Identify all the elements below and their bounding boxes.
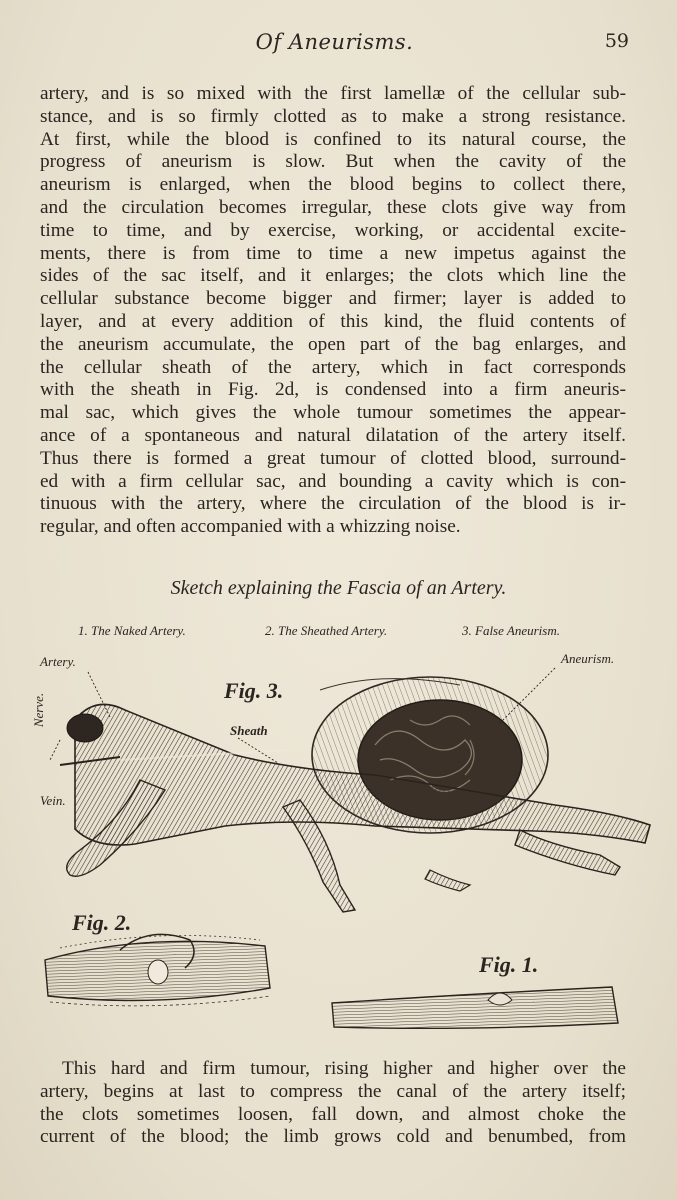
figure-heading: Sketch explaining the Fascia of an Artery. xyxy=(170,577,507,599)
text-line: ance of a spontaneous and natural dilatation of the artery itself. xyxy=(40,424,626,446)
text-line: aneurism is enlarged, when the blood begins to collect there, xyxy=(40,174,626,196)
text-line: artery, begins at last to compress the canal of the artery itself; xyxy=(40,1080,626,1102)
text-line: regular, and often accompanied with a whizzing noise. xyxy=(40,516,461,538)
text-line: sides of the sac itself, and it enlarges; the clots which line the xyxy=(40,265,626,287)
paragraph-2 xyxy=(40,1058,626,1149)
fig2-sheathed-artery xyxy=(45,934,270,1005)
text-line: At first, while the blood is confined to its natural course, the xyxy=(40,128,626,150)
label-aneurism: Aneurism. xyxy=(561,651,615,666)
text-line: the aneurism accumulate, the open part of the bag enlarges, and xyxy=(40,333,626,355)
text-line: stance, and is so firmly clotted as to make a strong resistance. xyxy=(40,105,626,127)
label-nerve: Nerve. xyxy=(31,692,47,728)
text-line: current of the blood; the limb grows cold and benumbed, from xyxy=(40,1126,626,1148)
label-artery: Artery. xyxy=(40,654,76,669)
text-line: layer, and at every addition of this kind, the fluid contents of xyxy=(40,310,626,332)
legend-item-sheathed-artery: 2. The Sheathed Artery. xyxy=(265,623,388,638)
fig3-label: Fig. 3. xyxy=(224,678,284,703)
text-line: Thus there is formed a great tumour of clotted blood, surround- xyxy=(40,447,626,469)
label-vein: Vein. xyxy=(40,793,66,808)
text-line: the clots sometimes loosen, fall down, and almost choke the xyxy=(40,1103,626,1125)
text-line: with the sheath in Fig. 2d, is condensed into a firm aneuris- xyxy=(40,379,626,401)
fig2-label: Fig. 2. xyxy=(72,910,132,935)
text-line: mal sac, which gives the whole tumour sometimes the appear- xyxy=(40,402,626,424)
legend-item-false-aneurism: 3. False Aneurism. xyxy=(462,623,560,638)
text-line: This hard and firm tumour, rising higher and higher over the xyxy=(62,1058,626,1079)
text-line: time to time, and by exercise, working, or accidental excite- xyxy=(40,219,626,241)
text-line: artery, and is so mixed with the first lamellæ of the cellular sub- xyxy=(40,83,626,104)
page-number: 59 xyxy=(604,30,629,52)
legend-item-naked-artery: 1. The Naked Artery. xyxy=(78,623,186,638)
text-line: and the circulation becomes irregular, these clots give way from xyxy=(40,196,626,218)
label-sheath: Sheath xyxy=(230,723,268,738)
fig1-naked-artery xyxy=(332,987,618,1028)
running-title: Of Aneurisms. xyxy=(255,30,414,54)
text-line: progress of aneurism is slow. But when the cavity of the xyxy=(40,151,626,173)
text-line: ments, there is from time to time a new impetus against the xyxy=(40,242,626,264)
fig1-label: Fig. 1. xyxy=(479,952,539,977)
text-line: cellular substance become bigger and firmer; layer is added to xyxy=(40,288,626,310)
text-line: ed with a firm cellular sac, and bounding a cavity which is con- xyxy=(40,470,626,492)
text-line: tinuous with the artery, where the circulation of the blood is ir- xyxy=(40,493,626,515)
text-line: the cellular sheath of the artery, which in fact corresponds xyxy=(40,356,626,378)
